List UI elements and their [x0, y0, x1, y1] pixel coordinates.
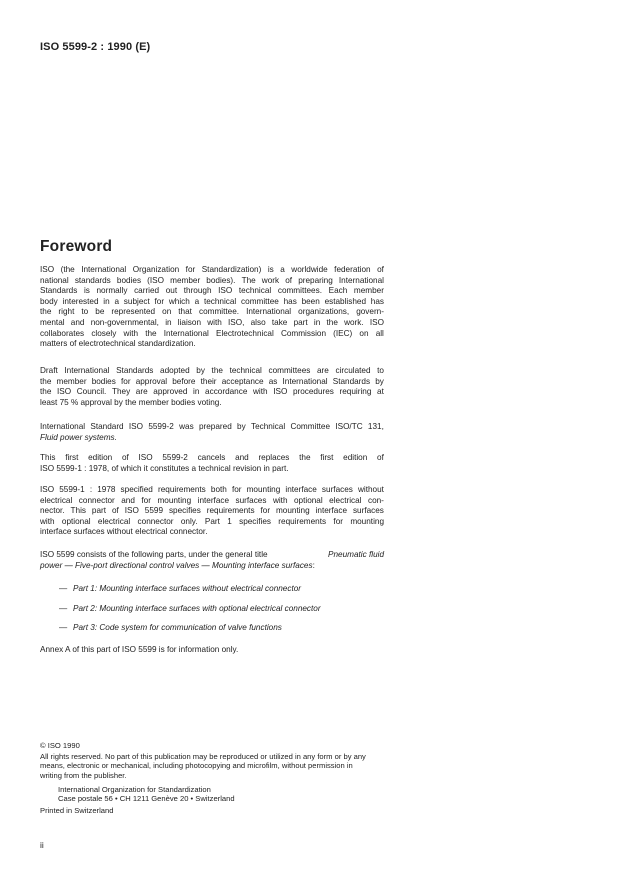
page-title: Foreword [40, 238, 113, 255]
word: ISO, [228, 317, 245, 327]
word: specifies [239, 516, 271, 526]
word: Standardization) [201, 265, 262, 274]
text-line: matters of electrotechnical standardization. [40, 339, 196, 349]
word: 1 [227, 516, 232, 526]
word: liaison [177, 317, 201, 327]
word: in [165, 317, 172, 327]
word: 1978 [97, 485, 116, 494]
word: mounting [275, 506, 310, 516]
copyright-notice: © ISO 1990 [40, 741, 80, 750]
list-item-text: Part 3: Code system for communication of valve functions [73, 623, 282, 632]
word: standards [74, 275, 111, 285]
word: Technical [251, 422, 286, 431]
word: 5599-2 [148, 422, 174, 431]
list-item [59, 584, 301, 595]
word: The [241, 275, 256, 285]
word: interested [62, 296, 99, 306]
rights-statement [40, 752, 366, 780]
word: are [317, 366, 329, 375]
word: Council. [76, 387, 107, 397]
word: was [179, 422, 194, 431]
text-line [40, 561, 384, 572]
word: International [338, 275, 384, 285]
text-line [40, 550, 384, 561]
text-line: interface surfaces without electrical connector. [40, 527, 208, 537]
word: right [58, 307, 75, 317]
word: committee [241, 296, 279, 306]
word: the [211, 366, 223, 375]
word: requirements [206, 506, 255, 516]
word: ISO [57, 387, 72, 397]
word: preparing [298, 275, 333, 285]
text-line [40, 329, 384, 340]
word: committees [268, 366, 311, 375]
word: in [193, 387, 200, 397]
word: take [271, 317, 288, 327]
word: nector. [40, 506, 65, 516]
word: closely [91, 328, 117, 338]
word: with [272, 495, 288, 505]
word: ISO [124, 506, 139, 516]
dash-bullet: — [59, 584, 68, 593]
word: 5599 [144, 506, 164, 516]
text-span: : [312, 560, 315, 570]
word: the [145, 328, 157, 338]
word: their [200, 376, 217, 386]
word: connector [78, 495, 115, 505]
foreword-paragraph-1 [40, 265, 384, 350]
word: edition [343, 453, 368, 462]
text-line [40, 265, 384, 276]
word: electrical [329, 495, 362, 505]
word: on [162, 307, 172, 317]
word: Standards [332, 376, 371, 386]
word: of [121, 453, 129, 462]
word: with [40, 516, 55, 526]
word: through [183, 286, 212, 296]
word: mounting [246, 485, 281, 494]
word: of [377, 453, 384, 462]
word: mounting [157, 495, 192, 505]
word: International [246, 307, 292, 317]
word: technical [229, 366, 262, 375]
word: They [111, 387, 131, 397]
word: member [56, 376, 87, 386]
word: only. [180, 516, 198, 526]
text-line [40, 286, 384, 297]
word: Commission [280, 328, 326, 338]
word: to [377, 366, 384, 375]
word: the [326, 317, 338, 327]
text-span: ISO 5599 consists of the following parts, under the general title [40, 550, 268, 559]
text-line: International Organization for Standardization [58, 785, 211, 794]
text-line: All rights reserved. No part of this publication may be reproduced or utilized in any form or by any [40, 752, 366, 761]
text-line [40, 366, 384, 377]
publisher-address [40, 785, 235, 804]
word: technical [203, 296, 237, 306]
word: interface [285, 485, 317, 494]
word: and [121, 495, 135, 505]
word: a [114, 296, 120, 306]
word: member [353, 286, 384, 296]
word: at [377, 387, 384, 397]
word: (ISO [147, 275, 165, 285]
word: Committee [290, 422, 331, 431]
word: which [168, 296, 190, 306]
word: non-governmental, [90, 317, 159, 327]
word: Standards [116, 366, 154, 375]
text-line: least 75 % approval by the member bodies voting. [40, 397, 222, 407]
word: interface [315, 506, 348, 516]
word: connector [137, 516, 174, 526]
text-line [40, 506, 384, 517]
word: with [253, 387, 268, 397]
word: mounting [350, 516, 384, 526]
word: all [375, 328, 384, 338]
word: first [320, 453, 334, 462]
word: on [359, 328, 369, 338]
word: the [299, 453, 311, 462]
word: ISO/TC [335, 422, 363, 431]
word: optional [61, 516, 91, 526]
word: requirements [278, 516, 327, 526]
word: by [237, 422, 246, 431]
word: has [283, 296, 297, 306]
word: bodies). [206, 275, 236, 285]
word: established [324, 296, 366, 306]
word: procedures [292, 387, 334, 397]
word: the [40, 376, 52, 386]
list-item [59, 604, 321, 615]
word: 5599-1 [59, 485, 85, 494]
word: be [95, 307, 105, 317]
word: bodies [116, 275, 142, 285]
text-line [40, 377, 384, 388]
word: member [170, 275, 201, 285]
word: of [111, 506, 119, 516]
word: for [231, 485, 242, 494]
word: both [210, 485, 227, 494]
word: of [285, 275, 293, 285]
word: with [123, 328, 139, 338]
word: International [282, 376, 328, 386]
word: for [141, 495, 151, 505]
word: has [370, 296, 384, 306]
word: are [135, 387, 148, 397]
word: ISO [40, 265, 55, 274]
word: ISO [40, 485, 55, 494]
word: This [40, 453, 56, 462]
word: of [377, 265, 384, 274]
word: International [64, 366, 110, 375]
word: specified [120, 485, 153, 494]
word: without [357, 485, 384, 494]
word: ISO [138, 453, 153, 462]
word: Standard [90, 422, 124, 431]
text-line [40, 422, 384, 433]
printed-in: Printed in Switzerland [40, 806, 114, 815]
foreword-paragraph-6 [40, 550, 384, 571]
word: carried [134, 286, 160, 296]
text-line: writing from the publisher. [40, 770, 127, 780]
word: that [178, 307, 192, 317]
document-id: ISO 5599-2 : 1990 (E) [40, 41, 151, 53]
list-item-text: Part 1: Mounting interface surfaces without electrical connector [73, 584, 301, 593]
word: Part [204, 516, 220, 526]
text-line [40, 496, 384, 507]
word: govern- [356, 307, 384, 317]
word: requirements [157, 485, 206, 494]
word: normally [96, 286, 128, 296]
word: interface [197, 495, 230, 505]
general-title-part-1: Pneumatic fluid [328, 550, 384, 559]
text-line [40, 453, 384, 464]
word: International [81, 265, 127, 274]
word: for [333, 516, 343, 526]
list-item-text: Part 2: Mounting interface surfaces with optional electrical connector [73, 604, 321, 613]
word: worldwide [291, 265, 328, 274]
word: part [91, 506, 107, 516]
word: committees. [277, 286, 322, 296]
word: (IEC) [333, 328, 353, 338]
word: work. [344, 317, 364, 327]
word: for [154, 296, 165, 306]
text-line: ISO 5599-1 : 1978, of which it constitutes a technical revision in part. [40, 463, 289, 473]
word: Draft [40, 366, 58, 375]
committee-title: Fluid power systems. [40, 432, 117, 442]
word: 131, [367, 422, 384, 431]
dash-bullet: — [59, 604, 68, 613]
word: bodies [91, 376, 116, 386]
word: work [261, 275, 280, 285]
word: subject [123, 296, 150, 306]
word: represented [111, 307, 156, 317]
word: con- [367, 495, 384, 505]
text-line [40, 318, 384, 329]
word: approved [153, 387, 188, 397]
word: in [103, 296, 110, 306]
word: circulated [335, 366, 371, 375]
word: accordance [205, 387, 248, 397]
word: for [260, 506, 271, 516]
word: first [65, 453, 79, 462]
word: as [268, 376, 278, 386]
word: prepared [198, 422, 232, 431]
word: electrical [97, 516, 131, 526]
word: This [70, 506, 86, 516]
list-item [59, 623, 282, 634]
word: by [196, 366, 205, 375]
word: organizations, [298, 307, 350, 317]
word: specifies [168, 506, 201, 516]
word: Standards [40, 286, 78, 296]
word: International [163, 328, 209, 338]
word: a [280, 265, 285, 274]
text-line: Case postale 56 • CH 1211 Genève 20 • Switzerland [58, 794, 235, 804]
text-line [40, 485, 384, 496]
word: committee. [198, 307, 240, 317]
word: before [172, 376, 196, 386]
word: replaces [258, 453, 290, 462]
text-line [40, 297, 384, 308]
word: body [40, 296, 58, 306]
word: ISO [273, 387, 288, 397]
word: surfaces [321, 485, 353, 494]
word: surfaces [352, 506, 384, 516]
word: Organization [132, 265, 180, 274]
word: by [375, 376, 384, 386]
text-line [40, 276, 384, 287]
word: Each [328, 286, 348, 296]
page-number: ii [40, 840, 44, 850]
word: International [40, 422, 86, 431]
word: cancels [197, 453, 226, 462]
word: ISO [369, 317, 384, 327]
word: ISO [128, 422, 144, 431]
word: and [235, 453, 249, 462]
word: out [165, 286, 178, 296]
word: (the [60, 265, 75, 274]
word: approval [135, 376, 168, 386]
word: 5599-2 [162, 453, 188, 462]
foreword-paragraph-4 [40, 453, 384, 474]
word: a [194, 296, 200, 306]
general-title-part-2: power — Five-port directional control valves — Mounting interface surfaces [40, 560, 313, 570]
word: federation [334, 265, 371, 274]
word: part [293, 317, 308, 327]
word: also [250, 317, 266, 327]
word: is [83, 286, 90, 296]
text-line [40, 517, 384, 528]
text-line: means, electronic or mechanical, including photocopying and microfilm, without permission in [40, 761, 353, 771]
word: with [207, 317, 222, 327]
word: for [120, 376, 131, 386]
word: Electrotechnical [216, 328, 274, 338]
word: is [267, 265, 274, 274]
text-line [40, 307, 384, 318]
word: ISO [218, 286, 233, 296]
word: to [81, 307, 89, 317]
word: edition [88, 453, 113, 462]
text-line: Annex A of this part of ISO 5599 is for information only. [40, 645, 239, 654]
word: surfaces [235, 495, 267, 505]
dash-bullet: — [59, 623, 68, 632]
word: the [40, 387, 52, 397]
word: optional [294, 495, 323, 505]
word: for [185, 265, 196, 274]
word: in [313, 317, 321, 327]
word: the [40, 307, 52, 317]
foreword-paragraph-5 [40, 485, 384, 538]
word: mental [40, 317, 65, 327]
annex-note [40, 645, 384, 656]
word: electrical [40, 495, 73, 505]
foreword-paragraph-2 [40, 366, 384, 408]
word: requiring [339, 387, 372, 397]
text-line [40, 387, 384, 398]
word: national [40, 275, 69, 285]
word: been [301, 296, 320, 306]
word: collaborates [40, 328, 85, 338]
word: : [89, 485, 93, 494]
word: acceptance [221, 376, 264, 386]
word: technical [238, 286, 272, 296]
foreword-paragraph-3 [40, 422, 384, 443]
word: adopted [160, 366, 190, 375]
word: and [70, 317, 85, 327]
